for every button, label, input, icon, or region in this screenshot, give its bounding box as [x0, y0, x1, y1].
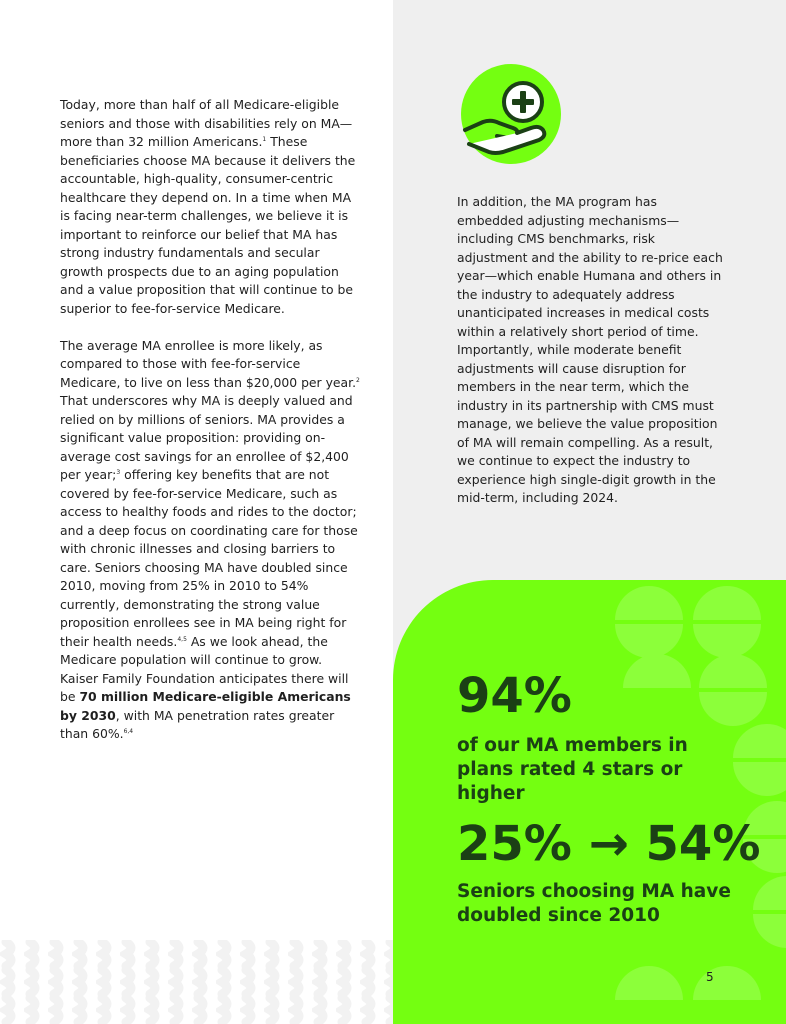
page-number: 5 [706, 970, 714, 984]
footnote-ref: 3 [116, 468, 121, 476]
stat-value: 94% [457, 668, 572, 724]
footnote-ref: 1 [262, 135, 267, 143]
stat-94-percent [457, 668, 572, 724]
stats-panel [393, 580, 786, 1024]
paragraph-3: In addition, the MA program has embedded adjusting mechanisms—including CMS benchmarks, risk adjustment and the ability to re-price each year—which enable Humana and others in the industry to adequately address unanticipated increases in medical costs within a relatively short period of time. Importantly, while moderate benefit adjustments will cause disruption for members in the near term, which the industry in its partnership with CMS must manage, we believe the value proposition of MA will remain compelling. As a result, we continue to expect the industry to experience high single-digit growth in the mid-term, including 2024. [457, 194, 723, 505]
stat-94-label: of our MA members in plans rated 4 stars or higher [457, 735, 688, 804]
hand-holding-health-icon [461, 64, 561, 164]
stat-seniors-label: Seniors choosing MA have doubled since 2010 [457, 881, 731, 926]
footnote-ref: 4,5 [177, 635, 187, 643]
footnote-ref: 2 [356, 376, 360, 384]
footnote-ref: 6,4 [123, 727, 134, 735]
stat-25-to-54 [457, 816, 761, 872]
paragraph-2: The average MA enrollee is more likely, as compared to those with fee-for-service Medicare, to live on less than $20,000 per year.$^2$ That underscores why MA is deeply valued and relied on by millions of seniors. MA provides a significant value proposition: providing on-average cost savings for an enrollee of $2,400 per year;$^3$ offering key benefits that are not covered by fee-for-service Medicare, such as access to healthy foods and rides to the doctor; and a deep focus on coordinating care for those with chronic illnesses and closing barriers to care. Seniors choosing MA have doubled since 2010, moving from 25% in 2010 to 54% currently, demonstrating the strong value proposition enrollees see in MA being right for their health needs.$^{4,5}$ As we look ahead, the Medicare population will continue to grow. Kaiser Family Foundation anticipates there will be 70 million Medicare-eligible Americans by 2030, with MA penetration rates greater than 60%.$^{6,4}$ [60, 337, 360, 741]
right-column-text [457, 193, 725, 508]
bold-highlight: 70 million Medicare-eligible Americans by 2030 [60, 689, 351, 723]
stat-value: 25% → 54% [457, 816, 761, 872]
bottom-decorative-pattern [0, 940, 393, 1024]
left-column-text [60, 96, 360, 762]
paragraph-1: Today, more than half of all Medicare-eligible seniors and those with disabilities rely on MA—more than 32 million Americans.$^1$ These beneficiaries choose MA because it delivers the accountable, high-quality, consumer-centric healthcare they depend on. In a time when MA is facing near-term challenges, we believe it is important to reinforce our belief that MA has strong industry fundamentals and secular growth prospects due to an aging population and a value proposition that will continue to be superior to fee-for-service Medicare. [60, 97, 356, 316]
